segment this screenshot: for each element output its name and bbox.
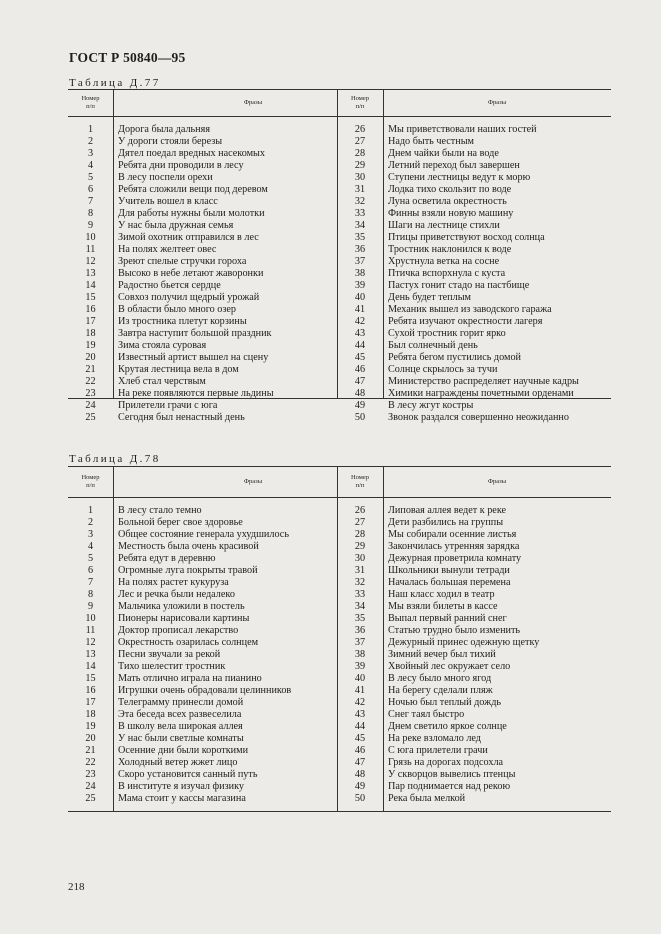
row-number: 4 [87, 160, 94, 171]
phrase-text: Мама стоит у кассы магазина [118, 793, 246, 804]
row-number: 18 [85, 709, 96, 720]
row-number: 30 [354, 172, 366, 183]
row-number: 28 [354, 148, 366, 159]
phrase-text: Мальчика уложили в постель [118, 601, 245, 612]
row-number: 14 [85, 661, 96, 672]
row-number: 2 [87, 517, 94, 528]
row-number: 33 [354, 208, 366, 219]
phrase-text: Снег таял быстро [388, 709, 465, 720]
row-number: 28 [354, 529, 366, 540]
phrase-text: Ребята бегом пустились домой [388, 352, 521, 363]
table-row [68, 184, 611, 196]
phrase-text: Местность была очень красивой [118, 541, 259, 552]
row-number: 39 [354, 280, 366, 291]
phrase-text: Крутая лестница вела в дом [118, 364, 239, 375]
table-row [68, 565, 611, 577]
phrase-text: На полях растет кукуруза [118, 577, 229, 588]
row-number: 10 [85, 613, 96, 624]
row-number: 50 [354, 412, 366, 423]
row-number: 23 [85, 388, 96, 399]
table-row [68, 673, 611, 685]
row-number: 12 [85, 637, 96, 648]
table-row [68, 136, 611, 148]
table-header [68, 90, 611, 117]
column-header-number: Номер п/п [350, 95, 370, 110]
table-row [68, 793, 611, 805]
phrase-text: Началась большая перемена [388, 577, 511, 588]
row-number: 24 [85, 781, 96, 792]
row-number: 21 [85, 745, 96, 756]
phrase-text: Дежурная проветрила комнату [388, 553, 522, 564]
row-number: 3 [87, 148, 94, 159]
row-number: 29 [354, 160, 366, 171]
phrase-text: Ребята сложили вещи под деревом [118, 184, 268, 195]
phrase-text: Известный артист вышел на сцену [118, 352, 269, 363]
phrase-text: Летний переход был завершен [388, 160, 520, 171]
phrase-text: Лодка тихо скользит по воде [388, 184, 512, 195]
phrase-text: Хрустнула ветка на сосне [388, 256, 500, 267]
row-number: 16 [85, 304, 96, 315]
table-row [68, 529, 611, 541]
phrase-text: Был солнечный день [388, 340, 478, 351]
table-row [68, 637, 611, 649]
phrase-text: В области было много озер [118, 304, 236, 315]
table-row [68, 721, 611, 733]
row-number: 31 [354, 184, 366, 195]
row-number: 22 [85, 376, 96, 387]
phrase-text: Выпал первый ранний снег [388, 613, 507, 624]
row-number: 39 [354, 661, 366, 672]
table-row [68, 781, 611, 793]
row-number: 42 [354, 697, 366, 708]
phrase-text: Шаги на лестнице стихли [388, 220, 500, 231]
row-number: 32 [354, 577, 366, 588]
phrase-text: Зимой охотник отправился в лес [118, 232, 259, 243]
row-number: 26 [354, 505, 366, 516]
table-row [68, 601, 611, 613]
column-header-number: Номер п/п [81, 474, 100, 489]
row-number: 15 [85, 292, 96, 303]
phrase-text: С юга прилетели грачи [388, 745, 488, 756]
phrase-text: Прилетели грачи с юга [118, 400, 218, 411]
row-number: 5 [87, 172, 94, 183]
phrase-text: На берегу сделали пляж [388, 685, 493, 696]
row-number: 40 [354, 292, 366, 303]
table-row [68, 268, 611, 280]
row-number: 6 [87, 565, 94, 576]
table-row [68, 124, 611, 136]
phrase-text: На реке взломало лед [388, 733, 481, 744]
row-number: 2 [87, 136, 94, 147]
phrase-text: Скоро установится санный путь [118, 769, 258, 780]
phrase-text: На реке появляются первые льдины [118, 388, 274, 399]
row-number: 29 [354, 541, 366, 552]
phrase-text: В институте я изучал физику [118, 781, 244, 792]
row-number: 27 [354, 136, 366, 147]
row-number: 48 [354, 388, 366, 399]
row-number: 11 [85, 625, 96, 636]
row-number: 24 [85, 400, 96, 411]
phrase-text: Осенние дни были короткими [118, 745, 249, 756]
row-number: 1 [87, 505, 94, 516]
phrase-text: Совхоз получил щедрый урожай [118, 292, 260, 303]
row-number: 6 [87, 184, 94, 195]
table-row [68, 244, 611, 256]
row-number: 49 [354, 400, 366, 411]
row-number: 7 [87, 577, 94, 588]
column-header-phrase: Фразы [243, 99, 263, 106]
row-number: 43 [354, 709, 366, 720]
phrase-text: Закончилась утренняя зарядка [388, 541, 520, 552]
row-number: 42 [354, 316, 366, 327]
table-row [68, 709, 611, 721]
phrase-text: Радостно бьется сердце [118, 280, 221, 291]
phrase-text: В лесу жгут костры [388, 400, 474, 411]
row-number: 47 [354, 376, 366, 387]
table-row [68, 769, 611, 781]
phrase-text: У нас были светлые комнаты [118, 733, 244, 744]
row-number: 48 [354, 769, 366, 780]
phrase-text: Телеграмму принесли домой [118, 697, 244, 708]
row-number: 41 [354, 304, 366, 315]
table-row [68, 208, 611, 220]
phrase-text: Звонок раздался совершенно неожиданно [388, 412, 569, 423]
row-number: 49 [354, 781, 366, 792]
table-row [68, 148, 611, 160]
phrase-text: Мы собирали осенние листья [388, 529, 517, 540]
table-row [68, 196, 611, 208]
phrase-text: Пастух гонит стадо на пастбище [388, 280, 530, 291]
row-number: 7 [87, 196, 94, 207]
table-row [68, 364, 611, 376]
phrase-text: Мы приветствовали наших гостей [388, 124, 537, 135]
row-number: 14 [85, 280, 96, 291]
row-number: 32 [354, 196, 366, 207]
table-row [68, 232, 611, 244]
row-number: 8 [87, 589, 94, 600]
row-number: 46 [354, 745, 366, 756]
row-number: 38 [354, 649, 366, 660]
row-number: 1 [87, 124, 94, 135]
phrase-text: Днем светило яркое солнце [388, 721, 507, 732]
phrase-text: Песни звучали за рекой [118, 649, 221, 660]
column-header-phrase: Фразы [243, 478, 263, 485]
row-number: 19 [85, 340, 96, 351]
table-row [68, 256, 611, 268]
table-row [68, 388, 611, 400]
table-row [68, 376, 611, 388]
row-number: 18 [85, 328, 96, 339]
phrase-text: Сегодня был ненастный день [118, 412, 245, 423]
row-number: 20 [85, 352, 96, 363]
row-number: 33 [354, 589, 366, 600]
row-number: 37 [354, 256, 366, 267]
document-header: ГОСТ Р 50840—95 [69, 50, 186, 65]
row-number: 10 [85, 232, 96, 243]
row-number: 50 [354, 793, 366, 804]
phrase-text: Механик вышел из заводского гаража [388, 304, 552, 315]
table-row [68, 160, 611, 172]
phrase-text: Птичка вспорхнула с куста [388, 268, 506, 279]
table-row [68, 280, 611, 292]
phrase-text: Хвойный лес окружает село [388, 661, 511, 672]
phrase-text: Сухой тростник горит ярко [388, 328, 506, 339]
row-number: 36 [354, 244, 366, 255]
phrase-text: Липовая аллея ведет к реке [388, 505, 507, 516]
phrase-text: Тихо шелестит тростник [118, 661, 226, 672]
table-header [68, 467, 611, 498]
row-number: 3 [87, 529, 94, 540]
phrase-text: Дежурный принес одежную щетку [388, 637, 540, 648]
column-header-number: Номер п/п [81, 95, 100, 110]
row-number: 45 [354, 733, 366, 744]
phrase-text: Больной берег свое здоровье [118, 517, 243, 528]
table-row [68, 553, 611, 565]
table-row [68, 505, 611, 517]
phrase-text: Мать отлично играла на пианино [118, 673, 262, 684]
phrase-text: Химики награждены почетными орденами [388, 388, 574, 399]
row-number: 30 [354, 553, 366, 564]
phrase-text: Ребята изучают окрестности лагеря [388, 316, 543, 327]
row-number: 45 [354, 352, 366, 363]
phrase-text: Зимний вечер был тихий [388, 649, 496, 660]
row-number: 19 [85, 721, 96, 732]
phrase-text: Игрушки очень обрадовали целинников [118, 685, 292, 696]
row-number: 46 [354, 364, 366, 375]
row-number: 13 [85, 268, 96, 279]
phrase-text: Огромные луга покрыты травой [118, 565, 258, 576]
row-number: 34 [354, 601, 366, 612]
phrase-text: Ночью был теплый дождь [388, 697, 502, 708]
row-number: 37 [354, 637, 366, 648]
row-number: 27 [354, 517, 366, 528]
phrase-text: Тростник наклонился к воде [388, 244, 512, 255]
table-row [68, 613, 611, 625]
row-number: 31 [354, 565, 366, 576]
row-number: 22 [85, 757, 96, 768]
phrase-text: Пар поднимается над рекою [388, 781, 511, 792]
table-row [68, 316, 611, 328]
phrase-table [68, 466, 611, 812]
row-number: 35 [354, 613, 366, 624]
table-row [68, 328, 611, 340]
phrase-text: Зима стояла суровая [118, 340, 207, 351]
phrase-text: Эта беседа всех развеселила [118, 709, 242, 720]
table-row [68, 697, 611, 709]
row-number: 44 [354, 721, 366, 732]
phrase-text: В лесу поспели орехи [118, 172, 213, 183]
phrase-text: Ребята едут в деревню [118, 553, 216, 564]
phrase-text: В лесу было много ягод [388, 673, 492, 684]
row-number: 12 [85, 256, 96, 267]
phrase-text: Общее состояние генерала ухудшилось [118, 529, 289, 540]
table-row [68, 577, 611, 589]
row-number: 15 [85, 673, 96, 684]
row-number: 38 [354, 268, 366, 279]
row-number: 35 [354, 232, 366, 243]
row-number: 41 [354, 685, 366, 696]
row-number: 34 [354, 220, 366, 231]
row-number: 20 [85, 733, 96, 744]
column-header-number: Номер п/п [350, 474, 370, 489]
table-row [68, 661, 611, 673]
row-number: 8 [87, 208, 94, 219]
phrase-text: Холодный ветер жжет лицо [118, 757, 238, 768]
phrase-text: Зреют спелые стручки гороха [118, 256, 247, 267]
phrase-text: Для работы нужны были молотки [118, 208, 265, 219]
phrase-text: Луна осветила окрестность [388, 196, 507, 207]
row-number: 25 [85, 793, 96, 804]
phrase-text: Финны взяли новую машину [388, 208, 514, 219]
page-number: 218 [68, 881, 85, 893]
table-row [68, 352, 611, 364]
table-row [68, 733, 611, 745]
phrase-text: Ребята дни проводили в лесу [118, 160, 244, 171]
phrase-text: Солнце скрылось за тучи [388, 364, 498, 375]
table-row [68, 541, 611, 553]
table-caption: Таблица Д.77 [69, 77, 161, 89]
phrase-text: Мы взяли билеты в кассе [388, 601, 498, 612]
phrase-text: Окрестность озарилась солнцем [118, 637, 259, 648]
phrase-text: Доктор прописал лекарство [118, 625, 239, 636]
phrase-text: Грязь на дорогах подсохла [388, 757, 504, 768]
row-number: 23 [85, 769, 96, 780]
table-row [68, 517, 611, 529]
table-row [68, 304, 611, 316]
table-row [68, 412, 611, 424]
phrase-text: У нас была дружная семья [118, 220, 234, 231]
table-row [68, 172, 611, 184]
table-row [68, 340, 611, 352]
row-number: 26 [354, 124, 366, 135]
phrase-text: День будет теплым [388, 292, 471, 303]
column-header-phrase: Фразы [487, 99, 507, 106]
table-row [68, 400, 611, 412]
phrase-text: Статью трудно было изменить [388, 625, 521, 636]
table-row [68, 685, 611, 697]
phrase-text: Надо быть честным [388, 136, 474, 147]
phrase-text: Учитель вошел в класс [118, 196, 218, 207]
table-row [68, 745, 611, 757]
phrase-text: Птицы приветствуют восход солнца [388, 232, 545, 243]
row-number: 43 [354, 328, 366, 339]
row-number: 11 [85, 244, 96, 255]
row-number: 40 [354, 673, 366, 684]
table-row [68, 220, 611, 232]
table-row [68, 589, 611, 601]
phrase-text: У скворцов вывелись птенцы [388, 769, 516, 780]
phrase-text: Дятел поедал вредных насекомых [118, 148, 265, 159]
table-row [68, 649, 611, 661]
phrase-text: Дети разбились на группы [388, 517, 504, 528]
phrase-text: Дорога была дальняя [118, 124, 211, 135]
phrase-text: Лес и речка были недалеко [118, 589, 235, 600]
row-number: 36 [354, 625, 366, 636]
phrase-text: В лесу стало темно [118, 505, 202, 516]
row-number: 17 [85, 697, 96, 708]
row-number: 44 [354, 340, 366, 351]
table-row [68, 757, 611, 769]
phrase-text: На полях желтеет овес [118, 244, 217, 255]
table-row [68, 292, 611, 304]
phrase-text: Днем чайки были на воде [388, 148, 499, 159]
phrase-table [68, 89, 611, 423]
table-row [68, 625, 611, 637]
table-caption: Таблица Д.78 [69, 453, 161, 465]
phrase-text: Хлеб стал черствым [118, 376, 206, 387]
row-number: 4 [87, 541, 94, 552]
row-number: 47 [354, 757, 366, 768]
phrase-text: Наш класс ходил в театр [388, 589, 495, 600]
phrase-text: В школу вела широкая аллея [118, 721, 243, 732]
column-header-phrase: Фразы [487, 478, 507, 485]
row-number: 13 [85, 649, 96, 660]
phrase-text: Школьники вынули тетради [388, 565, 510, 576]
phrase-text: Завтра наступит большой праздник [118, 328, 272, 339]
phrase-text: Пионеры нарисовали картины [118, 613, 250, 624]
phrase-text: Высоко в небе летают жаворонки [118, 268, 264, 279]
row-number: 9 [87, 601, 94, 612]
phrase-text: Река была мелкой [388, 793, 466, 804]
phrase-text: Из тростника плетут корзины [118, 316, 247, 327]
phrase-text: У дороги стояли березы [118, 136, 223, 147]
row-number: 5 [87, 553, 94, 564]
phrase-text: Ступени лестницы ведут к морю [388, 172, 531, 183]
row-number: 16 [85, 685, 96, 696]
phrase-text: Министерство распределяет научные кадры [388, 376, 579, 387]
row-number: 21 [85, 364, 96, 375]
row-number: 9 [87, 220, 94, 231]
row-number: 17 [85, 316, 96, 327]
row-number: 25 [85, 412, 96, 423]
